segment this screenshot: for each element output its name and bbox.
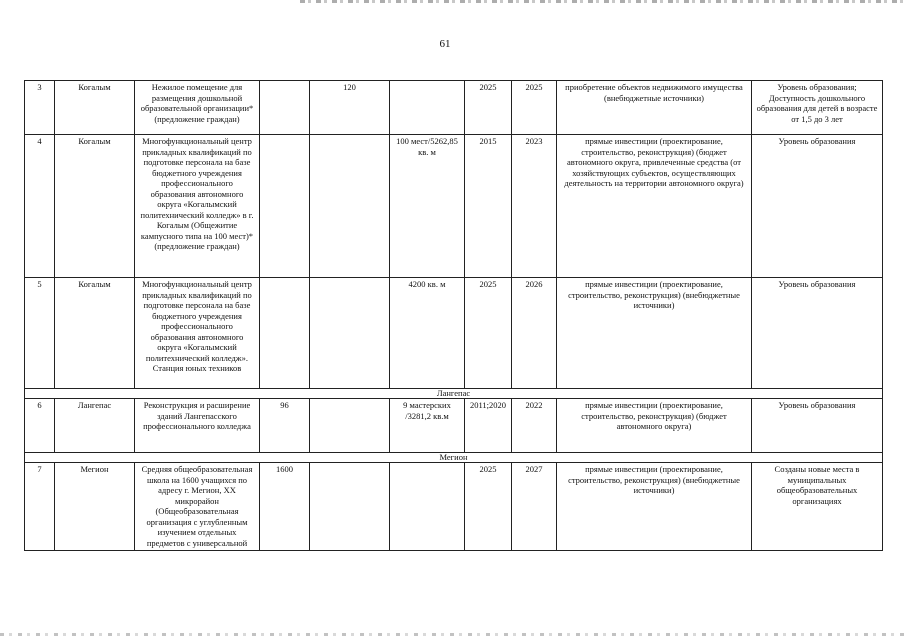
capacity-places — [310, 135, 390, 278]
end-year: 2025 — [512, 81, 557, 135]
target-indicator: Уровень образования — [752, 278, 883, 389]
scan-edge-bottom — [0, 633, 905, 636]
financing-source: приобретение объектов недвижимого имущества (внебюджетные источники) — [557, 81, 752, 135]
object-name: Нежилое помещение для размещения дошкольной образовательной организации* (предложение граждан) — [135, 81, 260, 135]
end-year: 2022 — [512, 399, 557, 453]
table-row — [25, 135, 883, 278]
start-year: 2025 — [465, 278, 512, 389]
capacity-places — [310, 399, 390, 453]
municipality: Когалым — [55, 81, 135, 135]
capacity-students — [260, 81, 310, 135]
target-indicator: Созданы новые места в муниципальных общеобразовательных организациях — [752, 463, 883, 551]
capacity-area — [390, 81, 465, 135]
section-title: Лангепас — [25, 389, 883, 399]
capacity-area: 100 мест/5262,85 кв. м — [390, 135, 465, 278]
start-year: 2025 — [465, 463, 512, 551]
municipality: Когалым — [55, 278, 135, 389]
object-name: Реконструкция и расширение зданий Лангепасского профессионального колледжа — [135, 399, 260, 453]
capacity-places — [310, 463, 390, 551]
start-year: 2025 — [465, 81, 512, 135]
target-indicator: Уровень образования; Доступность дошкольного образования для детей в возрасте от 1,5 до 3 лет — [752, 81, 883, 135]
section-header-row — [25, 453, 883, 463]
capacity-students: 1600 — [260, 463, 310, 551]
table-row — [25, 399, 883, 453]
financing-source: прямые инвестиции (проектирование, строительство, реконструкция) (внебюджетные источники) — [557, 463, 752, 551]
section-title: Мегион — [25, 453, 883, 463]
object-name: Многофункциональный центр прикладных квалификаций по подготовке персонала на базе бюджетного учреждения профессионального образования автономного округа «Когалымский политехнический колледж» в г. Когалым (Общежитие кампусного типа на 100 мест)* (предложение граждан) — [135, 135, 260, 278]
municipality: Лангепас — [55, 399, 135, 453]
end-year: 2023 — [512, 135, 557, 278]
financing-source: прямые инвестиции (проектирование, строительство, реконструкция) (внебюджетные источники) — [557, 278, 752, 389]
capacity-places: 120 — [310, 81, 390, 135]
table-row — [25, 278, 883, 389]
table-row — [25, 463, 883, 551]
target-indicator: Уровень образования — [752, 399, 883, 453]
investment-projects-table — [24, 80, 883, 551]
scan-edge-top — [300, 0, 905, 3]
start-year: 2015 — [465, 135, 512, 278]
capacity-students — [260, 135, 310, 278]
start-year: 2011;2020 — [465, 399, 512, 453]
municipality: Когалым — [55, 135, 135, 278]
row-number: 5 — [25, 278, 55, 389]
row-number: 4 — [25, 135, 55, 278]
page-number: 61 — [439, 38, 451, 50]
financing-source: прямые инвестиции (проектирование, строительство, реконструкция) (бюджет автономного округа) — [557, 399, 752, 453]
object-name: Многофункциональный центр прикладных квалификаций по подготовке персонала на базе бюджетного учреждения профессионального образования автономного округа «Когалымский политехнический колледж». Станция юных техников — [135, 278, 260, 389]
capacity-area — [390, 463, 465, 551]
capacity-places — [310, 278, 390, 389]
capacity-students: 96 — [260, 399, 310, 453]
capacity-area: 4200 кв. м — [390, 278, 465, 389]
capacity-students — [260, 278, 310, 389]
section-header-row — [25, 389, 883, 399]
row-number: 7 — [25, 463, 55, 551]
row-number: 3 — [25, 81, 55, 135]
target-indicator: Уровень образования — [752, 135, 883, 278]
end-year: 2027 — [512, 463, 557, 551]
table-row — [25, 81, 883, 135]
capacity-area: 9 мастерских /3281,2 кв.м — [390, 399, 465, 453]
end-year: 2026 — [512, 278, 557, 389]
municipality: Мегион — [55, 463, 135, 551]
financing-source: прямые инвестиции (проектирование, строительство, реконструкция) (бюджет автономного округа, привлеченные средства (от хозяйствующих субъектов, осуществляющих деятельность на территории автономного округа) — [557, 135, 752, 278]
object-name: Средняя общеобразовательная школа на 1600 учащихся по адресу г. Мегион, XX микрорайон (Общеобразовательная организация с углубленным изучением отдельных предметов с универсальной — [135, 463, 260, 551]
row-number: 6 — [25, 399, 55, 453]
